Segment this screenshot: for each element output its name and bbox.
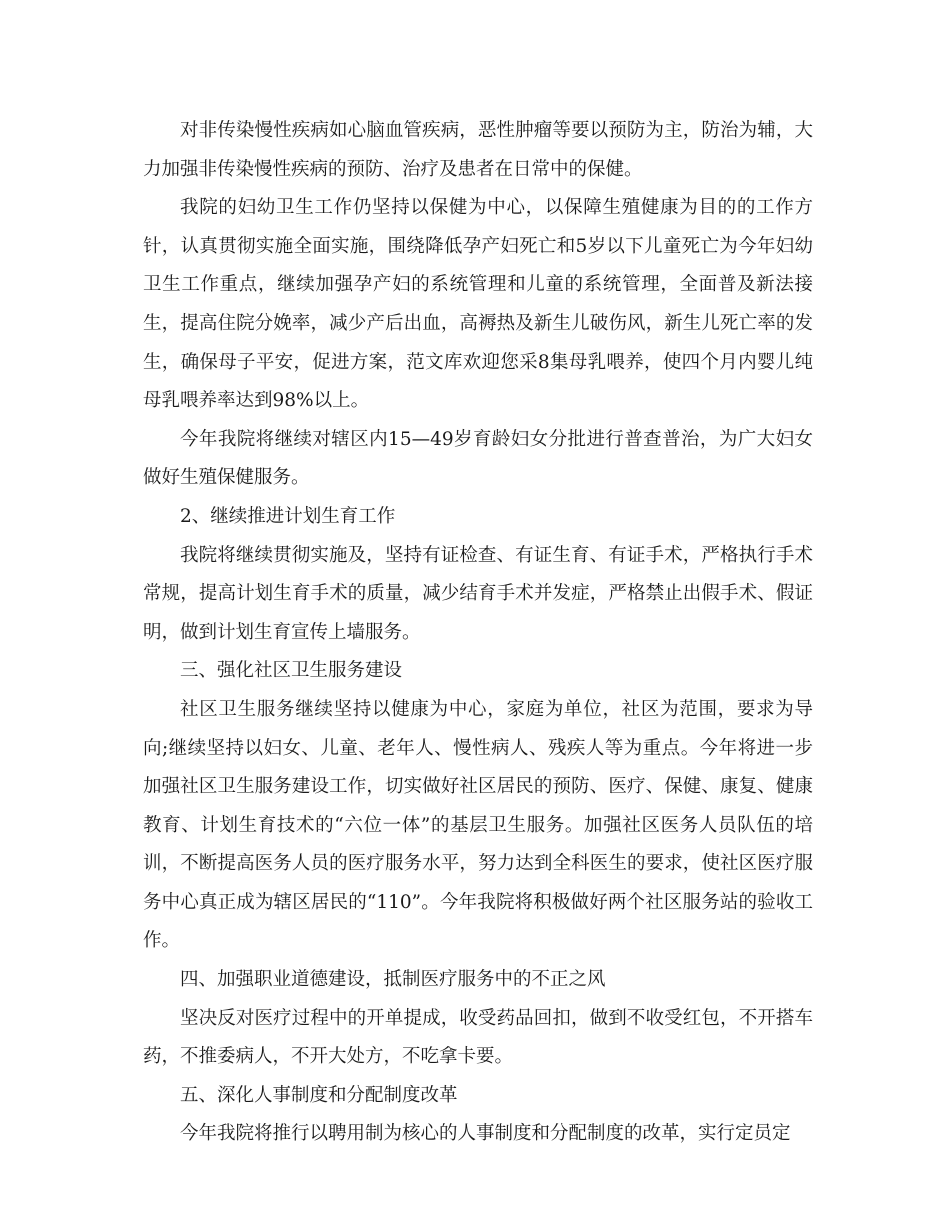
paragraph-community-health: 社区卫生服务继续坚持以健康为中心，家庭为单位，社区为范围，要求为导向;继续坚持以妇女、儿童、老年人、慢性病人、残疾人等为重点。今年将进一步加强社区卫生服务建设工作，切实做好社区居民的预防、医疗、保健、康复、健康教育、计划生育技术的“六位一体”的基层卫生服务。加强社区医务人员队伍的培训，不断提高医务人员的医疗服务水平，努力达到全科医生的要求，使社区医疗服务中心真正成为辖区居民的“110”。今年我院将积极做好两个社区服务站的验收工作。 [143, 698, 813, 952]
paragraph-professional-ethics: 坚决反对医疗过程中的开单提成，收受药品回扣，做到不收受红包，不开搭车药，不推委病人，不开大处方，不吃拿卡要。 [143, 1007, 813, 1068]
paragraph-personnel-reform: 今年我院将推行以聘用制为核心的人事制度和分配制度的改革，实行定员定 [180, 1123, 791, 1145]
paragraph-chronic-disease: 对非传染慢性疾病如心脑血管疾病，恶性肿瘤等要以预防为主，防治为辅，大力加强非传染慢性疾病的预防、治疗及患者在日常中的保健。 [143, 120, 813, 180]
heading-community-health: 三、强化社区卫生服务建设 [180, 660, 403, 682]
heading-professional-ethics: 四、加强职业道德建设，抵制医疗服务中的不正之风 [180, 969, 606, 991]
heading-personnel-reform: 五、深化人事制度和分配制度改革 [180, 1084, 458, 1106]
document-body [143, 112, 813, 1154]
heading-family-planning: 2、继续推进计划生育工作 [180, 505, 396, 527]
paragraph-family-planning: 我院将继续贯彻实施及，坚持有证检查、有证生育、有证手术，严格执行手术常规，提高计划生育手术的质量，减少结育手术并发症，严格禁止出假手术、假证明，做到计划生育宣传上墙服务。 [143, 544, 813, 643]
paragraph-screening: 今年我院将继续对辖区内15—49岁育龄妇女分批进行普查普治，为广大妇女做好生殖保健服务。 [143, 428, 813, 489]
paragraph-maternal-child-health: 我院的妇幼卫生工作仍坚持以保健为中心，以保障生殖健康为目的的工作方针，认真贯彻实施全面实施，围绕降低孕产妇死亡和5岁以下儿童死亡为今年妇幼卫生工作重点，继续加强孕产妇的系统管理和儿童的系统管理，全面普及新法接生，提高住院分娩率，减少产后出血，高褥热及新生儿破伤风，新生儿死亡率的发生，确保母子平安，促进方案，范文库欢迎您采8集母乳喂养，使四个月内婴儿纯母乳喂养率达到98%以上。 [143, 197, 813, 412]
